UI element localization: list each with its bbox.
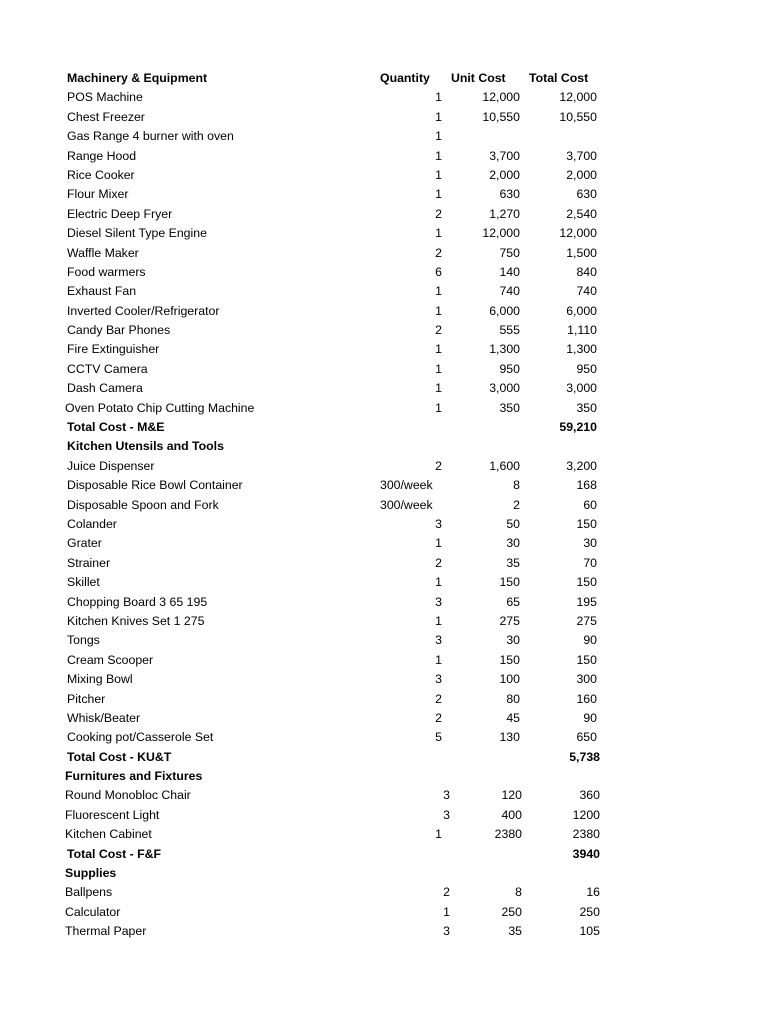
table-row (0, 205, 768, 224)
item-qty: 5 (435, 730, 442, 745)
item-qty: 1 (435, 652, 442, 667)
header-total-cost: Total Cost (529, 71, 589, 85)
item-unit-cost: 50 (506, 516, 520, 531)
item-qty: 3 (435, 672, 442, 687)
total-label: Total Cost - F&F (67, 846, 162, 861)
table-row (0, 263, 768, 282)
item-qty: 3 (443, 788, 450, 803)
item-name: Tongs (67, 633, 100, 648)
section-heading-label: Furnitures and Fixtures (65, 769, 203, 784)
item-unit-cost: 950 (499, 361, 520, 376)
item-qty: 2 (435, 206, 442, 221)
supplies-section (0, 864, 768, 942)
total-row-me (0, 418, 768, 437)
total-value: 5,738 (569, 749, 600, 764)
item-unit-cost: 2,000 (489, 167, 520, 182)
item-unit-cost: 8 (513, 478, 520, 493)
item-total-cost: 300 (576, 672, 597, 687)
table-row (0, 321, 768, 340)
item-unit-cost: 630 (499, 187, 520, 202)
table-row (0, 399, 768, 418)
total-row-ff (0, 845, 768, 864)
item-qty: 2 (435, 691, 442, 706)
item-qty: 3 (443, 807, 450, 822)
item-total-cost: 2,540 (566, 206, 597, 221)
furniture-section (0, 767, 768, 864)
item-qty: 1 (435, 613, 442, 628)
item-unit-cost: 10,550 (482, 109, 520, 124)
section-heading (0, 437, 768, 456)
table-row (0, 554, 768, 573)
item-name: Range Hood (67, 148, 137, 163)
item-name: Kitchen Cabinet (65, 827, 152, 842)
item-total-cost: 195 (576, 594, 597, 609)
item-name: Chopping Board 3 65 195 (67, 594, 208, 609)
item-total-cost: 90 (583, 710, 597, 725)
machinery-section (0, 88, 768, 437)
item-qty: 300/week (380, 497, 433, 512)
item-name: POS Machine (67, 90, 143, 105)
item-name: Grater (67, 536, 102, 551)
item-unit-cost: 1,300 (489, 342, 520, 357)
table-row (0, 825, 768, 844)
item-unit-cost: 8 (515, 885, 522, 900)
header-unit-cost: Unit Cost (451, 71, 506, 85)
item-name: Oven Potato Chip Cutting Machine (65, 400, 255, 415)
item-name: Rice Cooker (67, 167, 135, 182)
table-row (0, 922, 768, 941)
item-total-cost: 740 (576, 284, 597, 299)
item-name: Gas Range 4 burner with oven (67, 129, 234, 144)
table-row (0, 709, 768, 728)
section-heading-label: Kitchen Utensils and Tools (67, 439, 224, 454)
table-row (0, 457, 768, 476)
item-total-cost: 150 (576, 575, 597, 590)
item-qty: 2 (435, 245, 442, 260)
table-row (0, 88, 768, 107)
item-name: Mixing Bowl (67, 672, 133, 687)
item-total-cost: 630 (576, 187, 597, 202)
item-total-cost: 275 (576, 613, 597, 628)
item-total-cost: 12,000 (559, 226, 597, 241)
item-name: Candy Bar Phones (67, 323, 171, 338)
item-total-cost: 150 (576, 516, 597, 531)
item-qty: 3 (443, 924, 450, 939)
item-name: Diesel Silent Type Engine (67, 226, 207, 241)
item-total-cost: 250 (579, 904, 600, 919)
item-qty: 1 (435, 187, 442, 202)
item-total-cost: 105 (579, 924, 600, 939)
table-row (0, 534, 768, 553)
table-row (0, 108, 768, 127)
item-unit-cost: 2 (513, 497, 520, 512)
table-row (0, 573, 768, 592)
item-qty: 3 (435, 594, 442, 609)
item-unit-cost: 150 (499, 575, 520, 590)
item-name: Cooking pot/Casserole Set (67, 730, 214, 745)
section-heading-label: Supplies (65, 866, 117, 881)
table-row (0, 670, 768, 689)
item-total-cost: 360 (579, 788, 600, 803)
item-unit-cost: 350 (499, 400, 520, 415)
item-qty: 2 (435, 323, 442, 338)
item-total-cost: 350 (576, 400, 597, 415)
item-qty: 1 (443, 904, 450, 919)
item-qty: 2 (435, 555, 442, 570)
item-unit-cost: 2380 (494, 827, 522, 842)
item-total-cost: 3,200 (566, 458, 597, 473)
item-total-cost: 3,700 (566, 148, 597, 163)
item-total-cost: 6,000 (566, 303, 597, 318)
item-total-cost: 12,000 (559, 90, 597, 105)
item-total-cost: 650 (576, 730, 597, 745)
item-unit-cost: 400 (501, 807, 522, 822)
item-name: Flour Mixer (67, 187, 129, 202)
item-qty: 1 (435, 342, 442, 357)
item-name: Dash Camera (67, 381, 143, 396)
item-qty: 1 (435, 361, 442, 376)
section-heading (0, 767, 768, 786)
item-name: Calculator (65, 904, 121, 919)
table-row (0, 147, 768, 166)
item-unit-cost: 555 (499, 323, 520, 338)
item-unit-cost: 750 (499, 245, 520, 260)
item-unit-cost: 35 (506, 555, 520, 570)
item-name: Disposable Rice Bowl Container (67, 478, 243, 493)
item-name: Ballpens (65, 885, 113, 900)
item-unit-cost: 150 (499, 652, 520, 667)
table-row (0, 166, 768, 185)
item-name: Whisk/Beater (67, 710, 141, 725)
item-total-cost: 950 (576, 361, 597, 376)
item-qty: 1 (435, 129, 442, 144)
item-unit-cost: 250 (501, 904, 522, 919)
item-total-cost: 60 (583, 497, 597, 512)
item-total-cost: 2380 (572, 827, 600, 842)
header-row (0, 69, 768, 88)
item-name: Exhaust Fan (67, 284, 137, 299)
table-row (0, 340, 768, 359)
item-name: Colander (67, 516, 117, 531)
item-qty: 1 (435, 303, 442, 318)
table-row (0, 786, 768, 805)
item-qty: 1 (435, 536, 442, 551)
item-unit-cost: 120 (501, 788, 522, 803)
item-name: Cream Scooper (67, 652, 154, 667)
item-name: Thermal Paper (65, 924, 147, 939)
item-unit-cost: 275 (499, 613, 520, 628)
item-total-cost: 3,000 (566, 381, 597, 396)
item-qty: 1 (435, 109, 442, 124)
item-unit-cost: 100 (499, 672, 520, 687)
item-name: Inverted Cooler/Refrigerator (67, 303, 220, 318)
table-row (0, 651, 768, 670)
item-qty: 1 (435, 90, 442, 105)
table-row (0, 302, 768, 321)
item-unit-cost: 140 (499, 264, 520, 279)
item-unit-cost: 45 (506, 710, 520, 725)
table-row (0, 728, 768, 747)
table-row (0, 244, 768, 263)
table-row (0, 612, 768, 631)
table-row (0, 690, 768, 709)
item-total-cost: 2,000 (566, 167, 597, 182)
item-qty: 1 (435, 827, 442, 842)
table-row (0, 515, 768, 534)
item-name: Waffle Maker (67, 245, 139, 260)
item-total-cost: 840 (576, 264, 597, 279)
table-row (0, 476, 768, 495)
item-unit-cost: 30 (506, 633, 520, 648)
item-qty: 3 (435, 516, 442, 531)
item-unit-cost: 12,000 (482, 226, 520, 241)
item-total-cost: 16 (586, 885, 600, 900)
item-qty: 1 (435, 167, 442, 182)
header-item: Machinery & Equipment (67, 71, 208, 85)
item-name: Skillet (67, 575, 100, 590)
item-total-cost: 1200 (572, 807, 600, 822)
item-name: Chest Freezer (67, 109, 145, 124)
item-name: Juice Dispenser (67, 458, 155, 473)
item-total-cost: 90 (583, 633, 597, 648)
item-qty: 2 (443, 885, 450, 900)
item-unit-cost: 1,600 (489, 458, 520, 473)
item-unit-cost: 12,000 (482, 90, 520, 105)
item-name: Strainer (67, 555, 111, 570)
table-row (0, 379, 768, 398)
kitchen-section (0, 437, 768, 767)
header-quantity: Quantity (380, 71, 430, 85)
item-qty: 2 (435, 710, 442, 725)
item-qty: 1 (435, 400, 442, 415)
item-unit-cost: 65 (506, 594, 520, 609)
table-row (0, 360, 768, 379)
item-name: Fire Extinguisher (67, 342, 160, 357)
item-name: Food warmers (67, 264, 146, 279)
table-row (0, 185, 768, 204)
item-unit-cost: 3,700 (489, 148, 520, 163)
item-qty: 300/week (380, 478, 433, 493)
item-total-cost: 150 (576, 652, 597, 667)
item-qty: 1 (435, 284, 442, 299)
table-row (0, 631, 768, 650)
total-value: 59,210 (559, 420, 597, 435)
item-unit-cost: 80 (506, 691, 520, 706)
table-row (0, 903, 768, 922)
item-name: CCTV Camera (67, 361, 148, 376)
item-unit-cost: 6,000 (489, 303, 520, 318)
item-unit-cost: 30 (506, 536, 520, 551)
table-row (0, 883, 768, 902)
item-qty: 1 (435, 381, 442, 396)
total-value: 3940 (572, 846, 600, 861)
item-unit-cost: 740 (499, 284, 520, 299)
total-label: Total Cost - M&E (67, 420, 165, 435)
table-row (0, 496, 768, 515)
item-qty: 1 (435, 148, 442, 163)
item-total-cost: 10,550 (559, 109, 597, 124)
total-label: Total Cost - KU&T (67, 749, 172, 764)
table-row (0, 282, 768, 301)
item-qty: 2 (435, 458, 442, 473)
table-row (0, 806, 768, 825)
item-total-cost: 160 (576, 691, 597, 706)
item-total-cost: 168 (576, 478, 597, 493)
item-qty: 1 (435, 575, 442, 590)
item-unit-cost: 130 (499, 730, 520, 745)
item-unit-cost: 1,270 (489, 206, 520, 221)
table-row (0, 224, 768, 243)
total-row-kut (0, 748, 768, 767)
item-name: Pitcher (67, 691, 106, 706)
item-name: Round Monobloc Chair (65, 788, 191, 803)
item-total-cost: 1,300 (566, 342, 597, 357)
item-name: Electric Deep Fryer (67, 206, 173, 221)
item-total-cost: 70 (583, 555, 597, 570)
table-row (0, 593, 768, 612)
table-row (0, 127, 768, 146)
section-heading (0, 864, 768, 883)
item-total-cost: 1,500 (566, 245, 597, 260)
item-qty: 6 (435, 264, 442, 279)
item-qty: 3 (435, 633, 442, 648)
item-qty: 1 (435, 226, 442, 241)
item-unit-cost: 3,000 (489, 381, 520, 396)
item-unit-cost: 35 (508, 924, 522, 939)
cost-sheet (0, 69, 768, 942)
item-total-cost: 30 (583, 536, 597, 551)
item-total-cost: 1,110 (567, 323, 597, 338)
item-name: Fluorescent Light (65, 807, 160, 822)
item-name: Kitchen Knives Set 1 275 (67, 613, 205, 628)
item-name: Disposable Spoon and Fork (67, 497, 219, 512)
